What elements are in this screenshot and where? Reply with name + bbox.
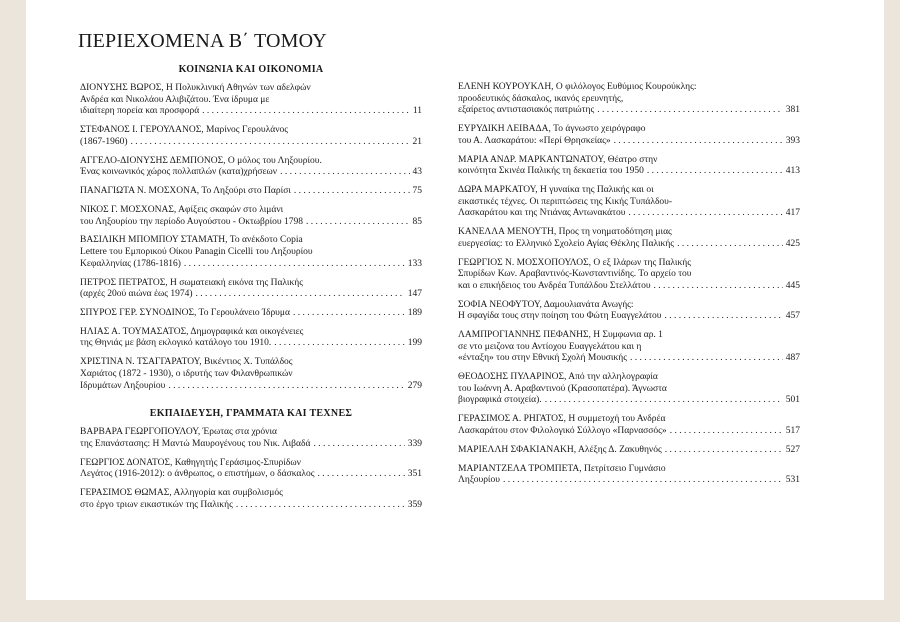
toc-entry xyxy=(458,227,800,250)
toc-entry-text: ΣΤΕΦΑΝΟΣ Ι. ΓΕΡΟΥΛΑΝΟΣ, Μαρίνος Γερουλάνος xyxy=(80,125,289,136)
dot-leader xyxy=(654,281,783,293)
dot-leader xyxy=(665,445,783,457)
toc-entry xyxy=(458,258,800,293)
toc-entry xyxy=(458,155,800,178)
toc-entry-line xyxy=(458,258,800,270)
dot-leader xyxy=(665,311,783,323)
dot-leader xyxy=(630,353,783,365)
toc-entry-text: ΝΙΚΟΣ Γ. ΜΟΣΧΟΝΑΣ, Αφίξεις σκαφών στο λιμάνι xyxy=(80,204,284,215)
dot-leader xyxy=(168,381,404,393)
toc-entry xyxy=(80,427,422,450)
toc-entry-text: (1867-1960) xyxy=(80,136,128,147)
page-number: 413 xyxy=(785,166,800,177)
page-number: 339 xyxy=(407,438,422,449)
toc-entry-text: κοινότητα Σκινέα Παλικής τη δεκαετία του 1950 xyxy=(458,166,644,177)
toc-entry-line xyxy=(80,186,422,198)
page-number: 11 xyxy=(412,106,422,117)
toc-entry-line xyxy=(458,82,800,94)
toc-list xyxy=(458,82,800,487)
page-number: 381 xyxy=(785,105,800,116)
toc-entry xyxy=(80,308,422,320)
page-title: ΠΕΡΙΕΧΟΜΕΝΑ Β΄ ΤΟΜΟΥ xyxy=(78,30,327,52)
toc-entry xyxy=(80,327,422,350)
toc-entry-line xyxy=(458,269,800,281)
toc-entry-text: και ο επικήδειος του Ανδρέα Τυπάλδου Στελλάτου xyxy=(458,280,651,291)
dot-leader xyxy=(294,186,410,198)
toc-entry-text: Lettere του Εμπορικού Οίκου Panagin Cicelli του Ληξουρίου xyxy=(80,247,313,258)
toc-entry xyxy=(80,235,422,270)
toc-entry-line xyxy=(80,125,422,137)
toc-entry-line xyxy=(80,439,422,451)
toc-entry-text: ιδιαίτερη πορεία και προσφορά xyxy=(80,106,200,117)
toc-entry-line xyxy=(458,166,800,178)
toc-entry-text: Λασκαράτου στον Φιλολογικό Σύλλογο «Παρνασσός» xyxy=(458,425,667,436)
page-number: 75 xyxy=(412,186,422,197)
toc-entry-line xyxy=(458,197,800,209)
section-heading: ΕΚΠΑΙΔΕΥΣΗ, ΓΡΑΜΜΑΤΑ ΚΑΙ ΤΕΧΝΕΣ xyxy=(149,408,353,420)
toc-entry-text: ΜΑΡΙΑ ΑΝΔΡ. ΜΑΡΚΑΝΤΩΝΑΤΟΥ, Θέατρο στην xyxy=(458,154,658,165)
dot-leader xyxy=(545,395,783,407)
toc-entry-text: Ανδρέα και Νικολάου Αλιβιζάτου. Ένα ίδρυμα με xyxy=(80,94,270,105)
toc-entry-text: ΠΕΤΡΟΣ ΠΕΤΡΑΤΟΣ, Η σωματειακή εικόνα της Παλικής xyxy=(80,277,303,288)
toc-entry-line xyxy=(458,124,800,136)
left-column xyxy=(80,62,422,519)
dot-leader xyxy=(184,259,405,271)
page-number: 527 xyxy=(785,444,800,455)
toc-entry-line xyxy=(458,372,800,384)
toc-entry-line xyxy=(458,353,800,365)
toc-entry xyxy=(458,372,800,407)
toc-entry-line xyxy=(80,488,422,500)
toc-entry-line xyxy=(80,167,422,179)
dot-leader xyxy=(202,106,410,118)
toc-entry-line xyxy=(458,155,800,167)
toc-entry-line xyxy=(80,205,422,217)
toc-entry-text: της Θηνιάς με βάση εκλογικό κατάλογο του 1910. xyxy=(80,338,272,349)
toc-entry-text: εξαίρετος αντιστασιακός πατριώτης xyxy=(458,105,595,116)
dot-leader xyxy=(236,500,405,512)
toc-entry-line xyxy=(80,338,422,350)
toc-entry xyxy=(458,330,800,365)
toc-entry-text: ΕΥΡΥΔΙΚΗ ΛΕΙΒΑΔΑ, Το άγνωστο χειρόγραφο xyxy=(458,124,646,135)
toc-entry-text: (αρχές 20ού αιώνα έως 1974) xyxy=(80,289,193,300)
toc-entry-line xyxy=(80,289,422,301)
toc-entry xyxy=(458,300,800,323)
toc-entry-text: ΚΑΝΕΛΛΑ ΜΕΝΟΥΤΗ, Προς τη νοηματοδότηση μιας xyxy=(458,227,672,238)
toc-entry-text: σε ντο μειζονα του Αντίοχου Ευαγγελάτου και η xyxy=(458,341,642,352)
toc-entry-text: Λασκαράτου και της Ντιάνας Αντωνακάτου xyxy=(458,208,626,219)
dot-leader xyxy=(628,208,782,220)
toc-entry-line xyxy=(458,445,800,457)
toc-entry-line xyxy=(458,136,800,148)
dot-leader xyxy=(670,426,783,438)
dot-leader xyxy=(647,166,783,178)
page-number: 189 xyxy=(407,307,422,318)
toc-entry-line xyxy=(80,217,422,229)
toc-entry-line xyxy=(458,94,800,106)
toc-entry-line xyxy=(80,427,422,439)
page-sheet xyxy=(26,0,884,600)
page-number: 445 xyxy=(785,280,800,291)
toc-entry-line xyxy=(80,369,422,381)
toc-entry-line xyxy=(80,137,422,149)
toc-entry-line xyxy=(80,500,422,512)
toc-entry-line xyxy=(458,330,800,342)
page-number: 417 xyxy=(785,208,800,219)
toc-entry-text: της Επανάστασης: Η Μαντώ Μαυρογένους του Νικ. Λιβαδά xyxy=(80,438,311,449)
toc-entry xyxy=(458,124,800,147)
page-number: 133 xyxy=(407,258,422,269)
page-number: 21 xyxy=(412,136,422,147)
toc-entry-text: Σπυρίδων Κων. Αραβαντινός-Κωνσταντινίδης. Το αρχείο του xyxy=(458,269,692,280)
toc-entry-line xyxy=(80,95,422,107)
toc-entry-line xyxy=(458,185,800,197)
toc-entry-line xyxy=(80,357,422,369)
toc-entry-text: του Α. Λασκαράτου: «Περί Θρησκείας» xyxy=(458,135,611,146)
toc-entry-text: ΣΟΦΙΑ ΝΕΟΦΥΤΟΥ, Δαμουλιανάτα Ανωγής: xyxy=(458,299,634,310)
dot-leader xyxy=(503,475,783,487)
page-number: 85 xyxy=(412,216,422,227)
dot-leader xyxy=(293,308,405,320)
toc-entry-line xyxy=(80,83,422,95)
toc-entry-line xyxy=(458,227,800,239)
toc-entry-text: ΜΑΡΙΕΛΛΗ ΣΦΑΚΙΑΝΑΚΗ, Αλέξης Δ. Ζακυθηνός xyxy=(458,444,662,455)
page-number: 147 xyxy=(407,289,422,300)
page-number: 487 xyxy=(785,353,800,364)
toc-entry xyxy=(80,488,422,511)
toc-entry-text: Ιδρυμάτων Ληξουρίου xyxy=(80,380,166,391)
toc-entry-text: ΓΕΡΑΣΙΜΟΣ Α. ΡΗΓΑΤΟΣ, Η συμμετοχή του Ανδρέα xyxy=(458,414,666,425)
toc-entry xyxy=(80,278,422,301)
dot-leader xyxy=(677,239,783,251)
toc-entry xyxy=(80,205,422,228)
toc-entry xyxy=(80,357,422,392)
toc-entry-text: Χαριάτος (1872 - 1930), ο ιδρυτής των Φιλανθρωπικών xyxy=(80,368,293,379)
toc-entry xyxy=(458,185,800,220)
toc-entry-line xyxy=(80,381,422,393)
page-number: 43 xyxy=(412,167,422,178)
toc-entry-text: ΕΛΕΝΗ ΚΟΥΡΟΥΚΛΗ, Ο φιλόλογος Ευθύμιος Κουρούκλης: xyxy=(458,82,697,92)
toc-entry-line xyxy=(80,106,422,118)
toc-entry-line xyxy=(458,464,800,476)
toc-entry-text: Κεφαλληνίας (1786-1816) xyxy=(80,258,181,269)
toc-entry-line xyxy=(80,247,422,259)
page-number: 425 xyxy=(785,238,800,249)
toc-entry xyxy=(80,458,422,481)
toc-entry-line xyxy=(458,414,800,426)
toc-entry-text: ΓΕΩΡΓΙΟΣ Ν. ΜΟΣΧΟΠΟΥΛΟΣ, Ο εξ Ιλάρων της Παλικής xyxy=(458,257,691,268)
toc-entry xyxy=(80,156,422,179)
page-number: 457 xyxy=(785,311,800,322)
toc-entry-line xyxy=(458,311,800,323)
toc-entry-line xyxy=(80,327,422,339)
toc-entry-text: ΠΑΝΑΓΙΩΤΑ Ν. ΜΟΣΧΟΝΑ, Το Ληξούρι στο Παρίσι xyxy=(80,186,291,197)
toc-entry-text: Η σφαγίδα τους στην ποίηση του Φώτη Ευαγγελάτου xyxy=(458,311,662,322)
toc-entry-text: στο έργο τριων εικαστικών της Παλικής xyxy=(80,499,233,510)
toc-entry xyxy=(80,83,422,118)
toc-entry-line xyxy=(458,426,800,438)
toc-entry-line xyxy=(458,475,800,487)
toc-entry-text: ευεργεσίας: το Ελληνικό Σχολείο Αγίας Θέκλης Παλικής xyxy=(458,238,675,249)
dot-leader xyxy=(313,439,404,451)
page-number: 501 xyxy=(785,395,800,406)
toc-entry-text: ΑΓΓΕΛΟ-ΔΙΟΝΥΣΗΣ ΔΕΜΠΟΝΟΣ, Ο μόλος του Ληξουρίου. xyxy=(80,155,322,166)
toc-entry-line xyxy=(458,342,800,354)
page-number: 531 xyxy=(785,475,800,486)
section-heading: ΚΟΙΝΩΝΙΑ ΚΑΙ ΟΙΚΟΝΟΜΙΑ xyxy=(178,64,324,75)
toc-entry-text: Λεγάτος (1916-2012): ο άνθρωπος, ο επιστήμων, ο δάσκαλος xyxy=(80,469,315,480)
dot-leader xyxy=(306,217,409,229)
toc-entry-text: εικαστικές τέχνες. Οι περιπτώσεις της Κικής Τυπάλδου- xyxy=(458,196,673,207)
toc-entry xyxy=(458,414,800,437)
page-number: 351 xyxy=(407,469,422,480)
toc-entry-line xyxy=(80,259,422,271)
toc-list xyxy=(80,83,422,392)
toc-entry-text: «ένταξη» του στην Εθνική Σχολή Μουσικής xyxy=(458,353,627,364)
dot-leader xyxy=(614,136,783,148)
toc-entry xyxy=(458,82,800,117)
toc-list xyxy=(80,427,422,511)
page-number: 279 xyxy=(407,380,422,391)
toc-entry-line xyxy=(80,469,422,481)
toc-entry-text: βιογραφικά στοιχεία). xyxy=(458,395,542,406)
toc-entry xyxy=(80,186,422,198)
toc-entry-text: Ένας κοινωνικός χώρος πολλαπλών (κατα)χρήσεων xyxy=(80,167,278,178)
toc-entry-text: ΓΕΩΡΓΙΟΣ ΔΟΝΑΤΟΣ, Καθηγητής Γεράσιμος-Σπυρίδων xyxy=(80,457,301,468)
toc-entry-line xyxy=(80,278,422,290)
toc-entry-text: ΘΕΟΔΟΣΗΣ ΠΥΛΑΡΙΝΟΣ, Από την αλληλογραφία xyxy=(458,372,658,383)
toc-entry xyxy=(80,125,422,148)
toc-entry-text: ΒΑΣΙΛΙΚΗ ΜΠΟΜΠΟΥ ΣΤΑΜΑΤΗ, Το ανέκδοτο Copia xyxy=(80,235,303,246)
toc-entry-text: ΜΑΡΙΑΝΤΖΕΛΑ ΤΡΟΜΠΕΤΑ, Πετρίτσειο Γυμνάσιο xyxy=(458,463,666,474)
page-number: 517 xyxy=(785,425,800,436)
dot-leader xyxy=(274,338,405,350)
page-number: 199 xyxy=(407,338,422,349)
toc-entry-line xyxy=(458,208,800,220)
toc-entry xyxy=(458,445,800,457)
toc-entry-line xyxy=(458,384,800,396)
toc-entry-text: του Ιωάννη Α. Αραβαντινού (Κρασοπατέρα). Άγνωστα xyxy=(458,383,667,394)
toc-entry-text: ΒΑΡΒΑΡΑ ΓΕΩΡΓΟΠΟΥΛΟΥ, Έρωτας στα χρόνια xyxy=(80,427,277,438)
toc-entry-line xyxy=(458,395,800,407)
dot-leader xyxy=(318,469,405,481)
right-column xyxy=(458,82,800,494)
dot-leader xyxy=(597,105,783,117)
toc-entry-line xyxy=(458,105,800,117)
page-number: 359 xyxy=(407,499,422,510)
toc-entry-line xyxy=(458,239,800,251)
toc-entry-line xyxy=(458,281,800,293)
toc-entry-line xyxy=(80,458,422,470)
toc-entry-text: ΗΛΙΑΣ Α. ΤΟΥΜΑΣΑΤΟΣ, Δημογραφικά και οικογένειες xyxy=(80,326,304,337)
toc-entry-text: ΔΩΡΑ ΜΑΡΚΑΤΟΥ, Η γυναίκα της Παλικής και οι xyxy=(458,185,654,196)
toc-entry-text: του Ληξουρίου την περίοδο Αυγούστου - Οκτωβρίου 1798 xyxy=(80,216,304,227)
toc-entry-text: ΛΑΜΠΡΟΓΙΑΝΝΗΣ ΠΕΦΑΝΗΣ, Η Συμφωνια αρ. 1 xyxy=(458,330,663,341)
toc-entry-text: προοδευτικός δάσκαλος, ικανός ερευνητής, xyxy=(458,93,624,104)
page-number: 393 xyxy=(785,135,800,146)
toc-entry xyxy=(458,464,800,487)
toc-entry-line xyxy=(80,235,422,247)
toc-entry-text: ΓΕΡΑΣΙΜΟΣ ΘΩΜΑΣ, Αλληγορία και συμβολισμός xyxy=(80,488,283,499)
toc-entry-text: ΧΡΙΣΤΙΝΑ Ν. ΤΣΑΓΓΑΡΑΤΟΥ, Βικέντιος Χ. Τυπάλδος xyxy=(80,357,293,368)
dot-leader xyxy=(196,289,405,301)
toc-entry-line xyxy=(80,156,422,168)
dot-leader xyxy=(280,167,409,179)
dot-leader xyxy=(131,137,410,149)
toc-entry-line xyxy=(80,308,422,320)
toc-entry-text: ΣΠΥΡΟΣ ΓΕΡ. ΣΥΝΟΔΙΝΟΣ, Το Γερουλάνειο Ίδρυμα xyxy=(80,307,290,318)
toc-entry-text: Ληξουρίου xyxy=(458,475,500,486)
toc-entry-line xyxy=(458,300,800,312)
toc-entry-text: ΔΙΟΝΥΣΗΣ ΒΩΡΟΣ, Η Πολυκλινική Αθηνών των αδελφών xyxy=(80,83,311,93)
